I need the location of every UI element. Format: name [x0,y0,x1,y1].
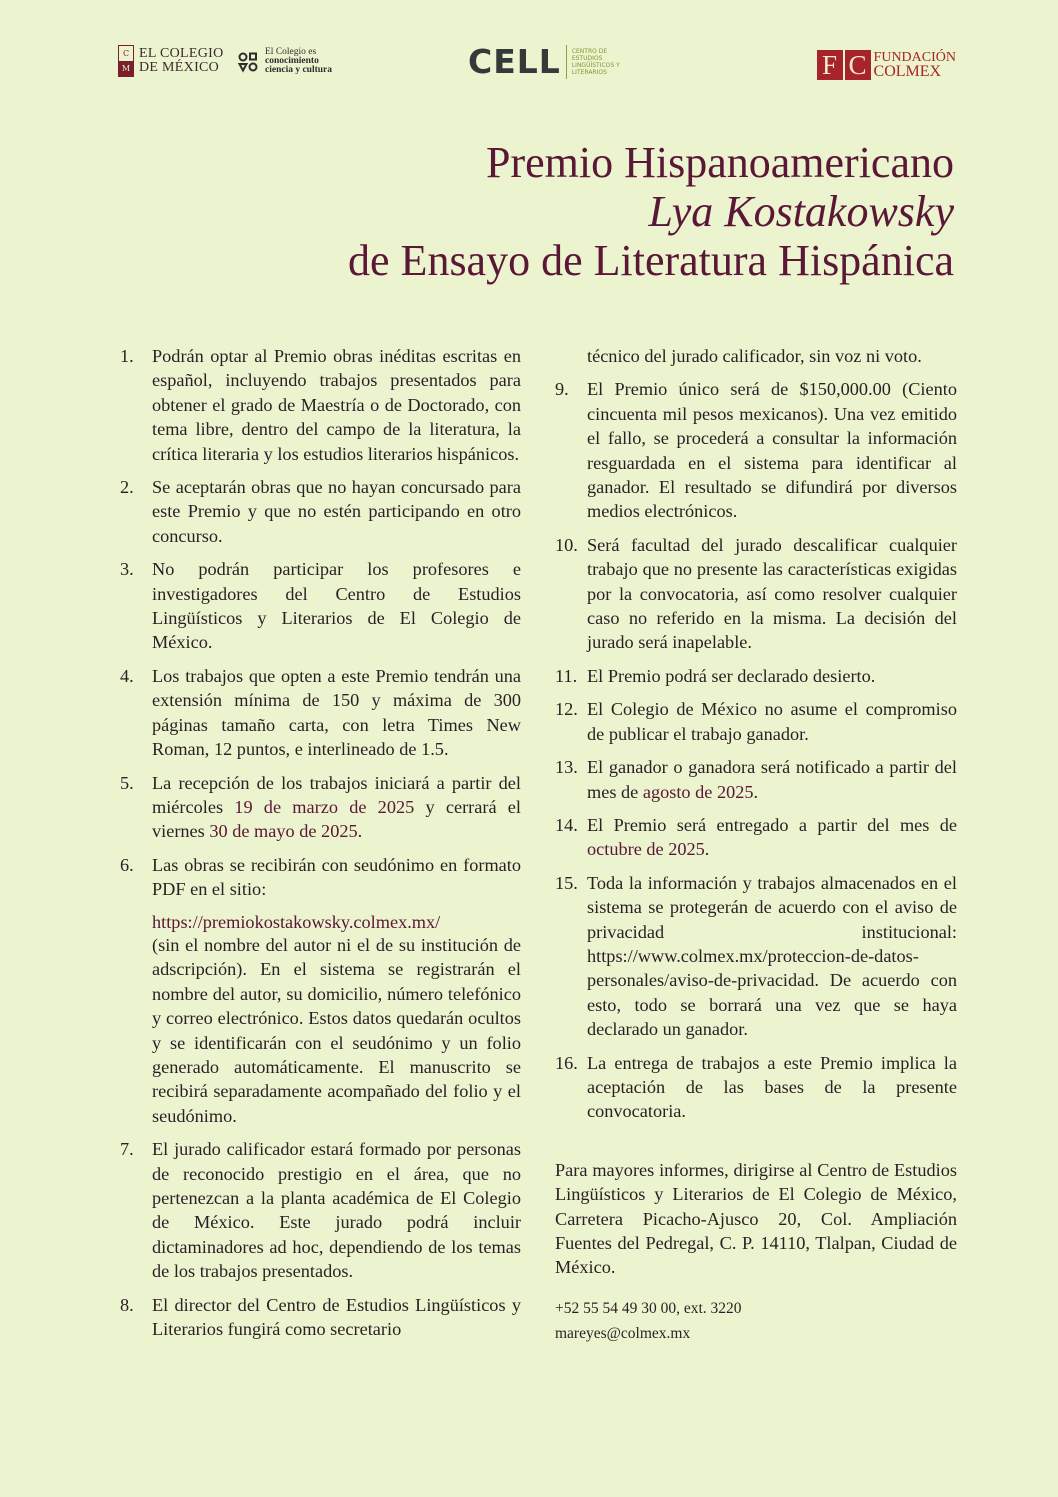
conocimiento-line3: ciencia y cultura [265,65,333,75]
colmex-name-line2: DE MÉXICO [139,60,220,75]
contact-info: Para mayores informes, dirigirse al Centro de Estudios Lingüísticos y Literarios de El Colegio de México, Carretera Picacho-Ajusco 20, Col. Ampliación Fuentes del Pedregal, C. P. 14110, Tlalpan, Ciudad de México. [555,1159,957,1278]
contact-phone[interactable]: +52 55 54 49 30 00, ext. 3220 [555,1299,742,1317]
award-date: octubre de 2025 [587,839,705,860]
contact-details [555,1296,957,1346]
rule-item: 10. Será facultad del jurado descalificar cualquier trabajo que no presente las características exigidas por la convocatoria, así como resolver cualquier caso no referido en la misma. La decisión del jurado será inapelable. [555,534,957,653]
title-line1: Premio Hispanoamericano [486,138,954,187]
conocimiento-icon [237,51,259,73]
rule-item: 8. El director del Centro de Estudios Lingüísticos y Literarios fungirá como secretario [120,1294,521,1340]
page-title [348,138,954,285]
cell-logo[interactable] [468,42,620,82]
rule-continuation: técnico del jurado calificador, sin voz ni voto. [587,346,922,366]
right-column [555,344,957,1346]
rule-item: 13. El ganador o ganadora será notificado a partir del mes de agosto de 2025. [555,757,957,802]
colmex-logo[interactable] [118,45,224,77]
colmex-mark-icon: C M [118,45,134,77]
cell-wordmark: CELL [468,42,561,81]
rule-item: 11. El Premio podrá ser declarado desierto. [555,665,876,686]
reception-end-date: 30 de mayo de 2025 [209,821,358,842]
title-line3: de Ensayo de Literatura Hispánica [348,236,954,285]
rule-item: 3. No podrán participar los profesores e investigadores del Centro de Estudios Lingüísticos y Literarios de El Colegio de México. [120,559,521,653]
title-line2: Lya Kostakowsky [648,187,954,236]
rule-item: 4. Los trabajos que opten a este Premio tendrán una extensión mínima de 150 y máxima de 300 páginas tamaño carta, con letra Times New Roman, 12 puntos, e interlineado de 1.5. [120,665,521,760]
notification-date: agosto de 2025 [642,781,754,802]
left-column [120,344,521,1350]
rule-item: 1. Podrán optar al Premio obras inéditas escritas en español, incluyendo trabajos presentados para obtener el grado de Maestría o de Doctorado, con tema libre, dentro del campo de la literatura, la crítica literaria y los estudios literarios hispánicos. [120,346,521,464]
colmex-name-line1: EL COLEGIO [139,46,224,61]
contact-email[interactable]: mareyes@colmex.mx [555,1324,691,1342]
rule-item: 2. Se aceptarán obras que no hayan concursado para este Premio y que no estén participando en otro concurso. [120,477,521,546]
cell-sub-line3: LINGÜÍSTICOS Y [571,62,620,69]
rule-item: 16. La entrega de trabajos a este Premio implica la aceptación de las bases de la presente convocatoria. [555,1052,957,1122]
conocimiento-logo[interactable] [237,48,332,75]
rule-continuation: (sin el nombre del autor ni el de su institución de adscripción). En el sistema se registrarán el nombre del autor, su domicilio, número telefónico y correo electrónico. Estos datos quedarán ocultos y se identificarán con el seudónimo y un folio generado automáticamente. El manuscrito se recibirá separadamente acompañado del folio y el seudónimo. [152,934,521,1126]
fc-mark-icon: F C [817,50,871,80]
cell-sub-line4: LITERARIOS [571,69,607,76]
rule-item: 5. La recepción de los trabajos iniciará a partir del miércoles 19 de marzo de 2025 y cerrará el viernes 30 de mayo de 2025. [120,772,521,842]
header [0,40,1058,90]
submission-link[interactable]: https://premiokostakowsky.colmex.mx/ [152,911,441,932]
fundacion-colmex-logo[interactable] [817,50,956,80]
rule-item: 15. Toda la información y trabajos almacenados en el sistema se protegerán de acuerdo con el aviso de privacidad institucional: https://www.colmex.mx/proteccion-de-datos-personales/aviso-de-privacidad. De acuerdo con esto, todo se borrará una vez que se haya declarado un ganador. [555,872,957,1040]
cell-sub-line2: ESTUDIOS [571,55,603,62]
cell-sub-line1: CENTRO DE [571,48,608,55]
conocimiento-line2: conocimiento [265,56,319,66]
rule-item: 12. El Colegio de México no asume el compromiso de publicar el trabajo ganador. [555,699,957,744]
reception-start-date: 19 de marzo de 2025 [234,796,415,817]
rule-item: 14. El Premio será entregado a partir del mes de octubre de 2025. [555,814,957,860]
fundacion-line2: COLMEX [873,63,942,80]
rules-list-left [120,344,521,934]
rule-item: 7. El jurado calificador estará formado por personas de reconocido prestigio en el área, que no pertenezcan a la planta académica de El Colegio de México. Este jurado podrá incluir dictaminadores ad hoc, dependiendo de los temas de los trabajos presentados. [120,1139,521,1282]
rule-item: 6. Las obras se recibirán con seudónimo en formato PDF en el sitio: https://premiokostakowsky.colmex.mx/ [120,853,521,934]
fundacion-line1: FUNDACIÓN [873,50,956,65]
rules-list-right [555,377,957,1123]
conocimiento-line1: El Colegio es [265,47,317,57]
cell-divider [566,45,567,79]
rule-item: 9. El Premio único será de $150,000.00 (Ciento cincuenta mil pesos mexicanos). Una vez emitido el fallo, se procederá a consultar la información resguardada en el sistema para identificar al ganador. El resultado se difundirá por diversos medios electrónicos. [555,379,957,522]
